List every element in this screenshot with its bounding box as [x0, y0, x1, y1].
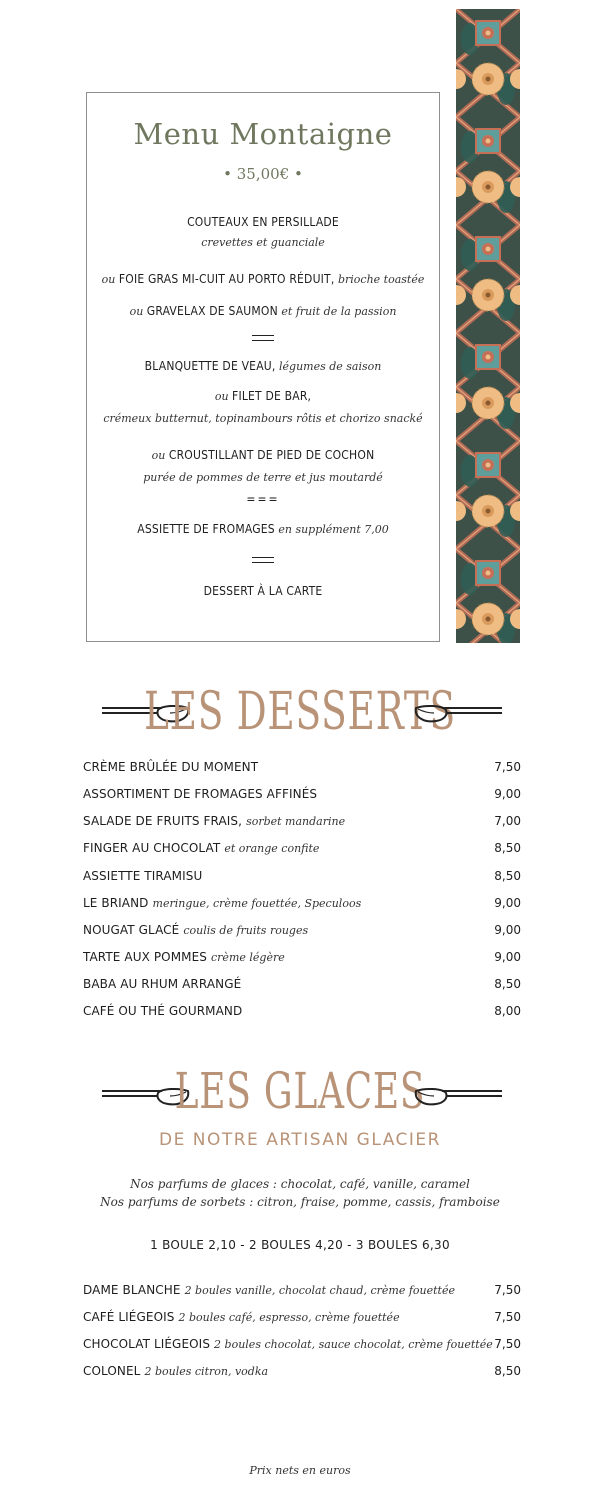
- desserts-title: LES DESSERTS: [144, 682, 456, 742]
- separator: [87, 329, 439, 343]
- menu-plat-1: BLANQUETTE DE VEAU, légumes de saison: [144, 359, 382, 373]
- menu-plat-2: ou FILET DE BAR,: [214, 389, 312, 403]
- menu-title: Menu Montaigne: [133, 117, 393, 151]
- spoon-ornament-right: [412, 1086, 504, 1110]
- list-item: COLONEL 2 boules citron, vodka 8,50: [83, 1364, 521, 1378]
- list-item: FINGER AU CHOCOLAT et orange confite 8,50: [83, 841, 521, 855]
- list-item: ASSIETTE TIRAMISU 8,50: [83, 869, 521, 883]
- flavors-glaces: Nos parfums de glaces : chocolat, café, vanille, caramel: [130, 1177, 470, 1191]
- menu-plat-2-desc: crémeux butternut, topinambours rôtis et chorizo snacké: [103, 412, 423, 425]
- boules-prices: 1 BOULE 2,10 - 2 BOULES 4,20 - 3 BOULES 6,30: [150, 1238, 450, 1252]
- list-item: BABA AU RHUM ARRANGÉ 8,50: [83, 977, 521, 991]
- list-item: CAFÉ LIÉGEOIS 2 boules café, espresso, crème fouettée 7,50: [83, 1310, 521, 1324]
- list-item: CRÈME BRÛLÉE DU MOMENT 7,50: [83, 760, 521, 774]
- menu-entree-3: ou GRAVELAX DE SAUMON et fruit de la passion: [129, 304, 397, 318]
- menu-entree-2: ou FOIE GRAS MI-CUIT AU PORTO RÉDUIT, brioche toastée: [101, 272, 425, 286]
- spoon-ornament-right: [412, 703, 504, 727]
- list-item: NOUGAT GLACÉ coulis de fruits rouges 9,00: [83, 923, 521, 937]
- list-item: CAFÉ OU THÉ GOURMAND 8,00: [83, 1004, 521, 1018]
- menu-plat-3: ou CROUSTILLANT DE PIED DE COCHON: [151, 448, 375, 462]
- list-item: SALADE DE FRUITS FRAIS, sorbet mandarine 7,00: [83, 814, 521, 828]
- glaces-title: LES GLACES: [174, 1062, 426, 1120]
- separator-triple: ===: [246, 492, 280, 506]
- flavors-sorbets: Nos parfums de sorbets : citron, fraise, pomme, cassis, framboise: [100, 1195, 500, 1209]
- menu-price: • 35,00€ •: [223, 165, 303, 183]
- list-item: LE BRIAND meringue, crème fouettée, Speculoos 9,00: [83, 896, 521, 910]
- menu-dessert: DESSERT À LA CARTE: [203, 584, 323, 598]
- menu-plat-3-desc: purée de pommes de terre et jus moutardé: [143, 471, 383, 484]
- menu-entree-1-desc: crevettes et guanciale: [201, 236, 325, 249]
- menu-entree-1: COUTEAUX EN PERSILLADE: [187, 215, 339, 229]
- list-item: ASSORTIMENT DE FROMAGES AFFINÉS 9,00: [83, 787, 521, 801]
- decorative-tile-strip: [456, 9, 520, 643]
- menu-fromages: ASSIETTE DE FROMAGES en supplément 7,00: [137, 522, 389, 536]
- glaces-subtitle: DE NOTRE ARTISAN GLACIER: [159, 1130, 441, 1150]
- separator: [87, 551, 439, 565]
- footer-note: Prix nets en euros: [249, 1464, 351, 1477]
- list-item: CHOCOLAT LIÉGEOIS 2 boules chocolat, sauce chocolat, crème fouettée 7,50: [83, 1337, 521, 1351]
- list-item: TARTE AUX POMMES crème légère 9,00: [83, 950, 521, 964]
- list-item: DAME BLANCHE 2 boules vanille, chocolat chaud, crème fouettée 7,50: [83, 1283, 521, 1297]
- menu-montaigne-box: [86, 92, 440, 642]
